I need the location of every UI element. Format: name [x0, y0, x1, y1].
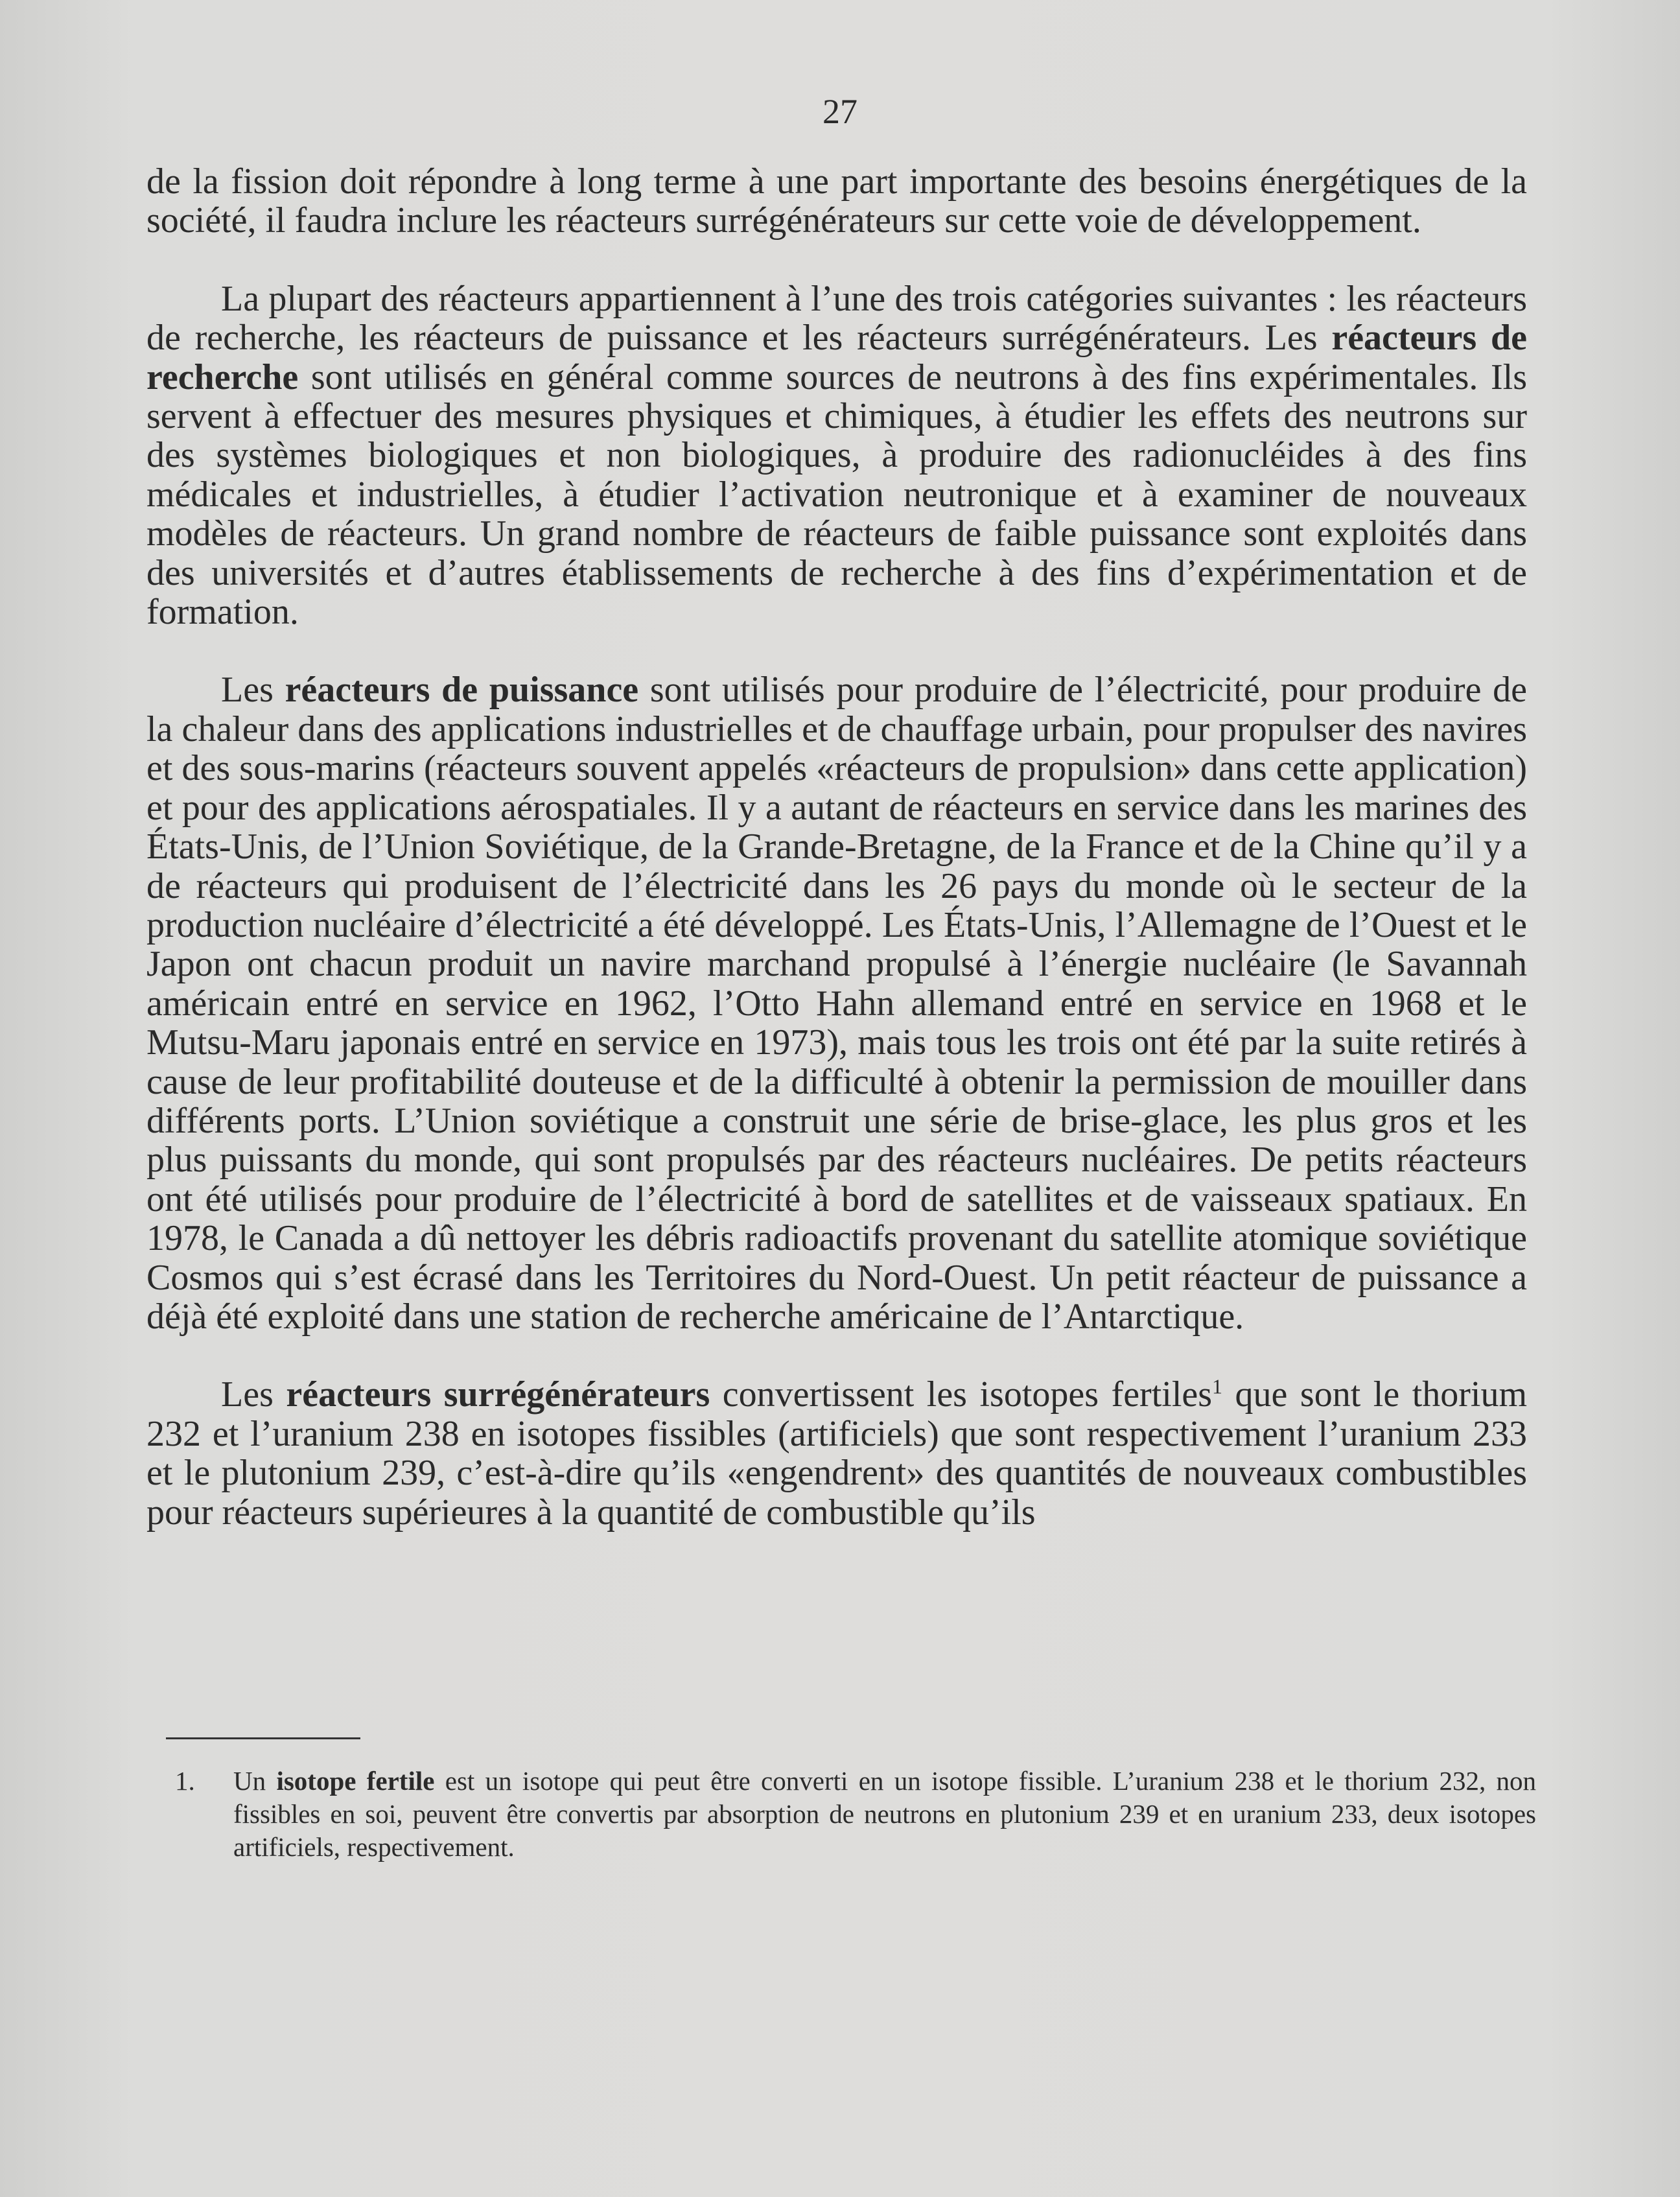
paragraph-2-rest: sont utilisés en général comme sources de neutrons à des fins expérimentales. Ils servent à effectuer des mesures physiques et chimiques, à étudier les effets des neutrons sur des systèmes biologiques et non biologiques, à produire des radionucléides à des fins médicales et industrielles, à étudier l’activation neutronique et à examiner de nouveaux modèles de réacteurs. Un grand nombre de réacteurs de faible puissance sont exploités dans des universités et d’autres établissements de recherche à des fins d’expérimentation et de formation. [146, 357, 1527, 633]
paragraph-3-rest: sont utilisés pour produire de l’électricité, pour produire de la chaleur dans des applications industrielles et de chauffage urbain, pour propulser des navires et des sous-marins (réacteurs souvent appelés «réacteurs de propulsion» dans cette application) et pour des applications aérospatiales. Il y a autant de réacteurs en service dans les marines des États-Unis, de l’Union Soviétique, de la Grande-Bretagne, de la France et de la Chine qu’il y a de réacteurs qui produisent de l’électricité dans les 26 pays du monde où le secteur de la production nucléaire d’électricité a été développé. Les États-Unis, l’Allemagne de l’Ouest et le Japon ont chacun produit un navire marchand propulsé à l’énergie nucléaire (le Savannah américain entré en service en 1962, l’Otto Hahn allemand entré en service en 1968 et le Mutsu-Maru japonais entré en service en 1973), mais tous les trois ont été par la suite retirés à cause de leur profitabilité douteuse et de la difficulté à obtenir la permission de mouiller dans différents ports. L’Union soviétique a construit une série de brise-glace, les plus gros et les plus puissants du monde, qui sont propulsés par des réacteurs nucléaires. De petits réacteurs ont été utilisés pour produire de l’électricité à bord de satellites et de vaisseaux spatiaux. En 1978, le Canada a dû nettoyer les débris radioactifs provenant du satellite atomique soviétique Cosmos qui s’est écrasé dans les Territoires du Nord-Ouest. Un petit réacteur de puissance a déjà été exploité dans une station de recherche américaine de l’Antarctique. [146, 670, 1527, 1337]
term-fertile-isotope: isotope fertile [276, 1766, 435, 1796]
footnote-intro: Un [233, 1766, 277, 1796]
paragraph-4-rest: que sont le thorium 232 et l’uranium 238 en isotopes fissibles (artificiels) que sont respectivement l’uranium 233 et le plutonium 239, c’est-à-dire qu’ils «engendrent» des quantités de nouveaux combustibles pour réacteurs supérieures à la quantité de combustible qu’ils [146, 1374, 1528, 1533]
footnote-text [233, 1765, 1536, 1864]
footnote-reference: 1 [1212, 1374, 1223, 1398]
footnote-rest: est un isotope qui peut être converti en un isotope fissible. L’uranium 238 et le thorium 232, non fissibles en soi, peuvent être convertis par absorption de neutrons en plutonium 239 et en uranium 233, deux isotopes artificiels, respectivement. [233, 1766, 1537, 1862]
paragraph-3-intro: Les [221, 670, 285, 711]
paragraph-2-intro: La plupart des réacteurs appartiennent à l’une des trois catégories suivantes : les réacteurs de recherche, les réacteurs de puissance et les réacteurs surrégénérateurs. Les [146, 278, 1527, 358]
paragraph-2 [146, 279, 1527, 632]
footnote-divider [166, 1737, 360, 1739]
paragraph-1: de la fission doit répondre à long terme à une part importante des besoins énergétiques de la société, il faudra inclure les réacteurs surrégénérateurs sur cette voie de développement. [146, 161, 1527, 241]
term-power-reactors: réacteurs de puissance [285, 670, 639, 711]
paragraph-3 [146, 670, 1527, 1336]
footnote-number: 1. [175, 1766, 195, 1796]
page-number: 27 [822, 92, 858, 131]
body-text [146, 162, 1527, 1532]
paragraph-4-intro: Les [221, 1374, 286, 1415]
paragraph-4-before-ref: convertissent les isotopes fertiles [710, 1374, 1213, 1415]
term-research-reactors: réacteurs de recherche [146, 318, 1527, 397]
paragraph-4 [146, 1375, 1527, 1532]
term-breeder-reactors: réacteurs surrégénérateurs [286, 1374, 710, 1415]
